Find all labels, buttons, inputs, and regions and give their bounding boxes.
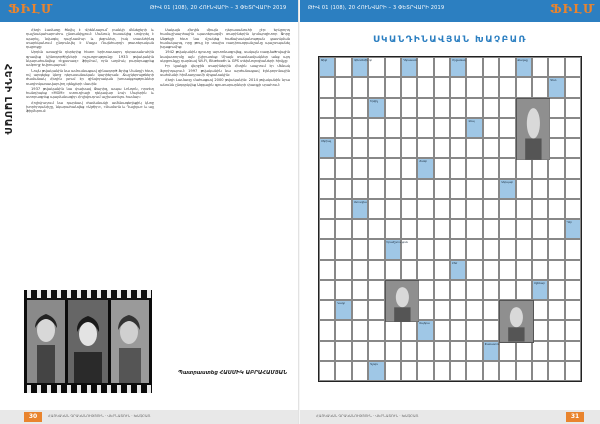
answer-cell[interactable] <box>368 138 384 158</box>
answer-cell[interactable] <box>548 300 564 320</box>
answer-cell[interactable] <box>483 179 499 199</box>
answer-cell[interactable] <box>368 300 384 320</box>
answer-cell[interactable] <box>352 361 368 381</box>
answer-cell[interactable] <box>319 199 335 219</box>
answer-cell[interactable] <box>548 158 564 178</box>
answer-cell[interactable] <box>499 77 515 97</box>
answer-cell[interactable] <box>466 98 482 118</box>
answer-cell[interactable] <box>565 320 581 340</box>
answer-cell[interactable] <box>548 138 564 158</box>
clue-cell: Կինոռեժիսոր <box>352 57 368 77</box>
photo-frame <box>27 300 65 383</box>
answer-cell[interactable] <box>466 138 482 158</box>
answer-cell[interactable] <box>319 98 335 118</box>
answer-cell[interactable] <box>368 77 384 97</box>
article-paragraph: Հեդի Լամառը մահացավ 2000 թվականին։ 2014 թվականին նրա անունն ընդգրկվեց Ազգային գյուտարարների փառքի սրահում։ <box>160 78 290 87</box>
answer-cell[interactable] <box>401 239 417 259</box>
answer-cell[interactable] <box>434 260 450 280</box>
answer-cell[interactable] <box>466 260 482 280</box>
answer-cell[interactable] <box>319 361 335 381</box>
answer-cell[interactable] <box>417 199 433 219</box>
answer-cell[interactable] <box>417 118 433 138</box>
magazine-logo: ՖԻԼՄ <box>550 2 596 16</box>
clue-cell: Կադր <box>335 300 351 320</box>
answer-cell[interactable] <box>483 280 499 300</box>
answer-cell[interactable] <box>417 57 433 77</box>
answer-cell[interactable] <box>499 260 515 280</box>
answer-cell[interactable] <box>548 260 564 280</box>
answer-cell[interactable] <box>417 280 433 300</box>
answer-cell[interactable] <box>532 57 548 77</box>
answer-cell[interactable] <box>385 158 401 178</box>
answer-cell[interactable] <box>565 118 581 138</box>
answer-cell[interactable] <box>434 199 450 219</box>
clue-cell: Սցենար <box>532 280 548 300</box>
answer-cell[interactable] <box>450 77 466 97</box>
filmstrip-photos <box>24 290 152 393</box>
clue-cell: Գետ <box>548 77 564 97</box>
portrait-photo-3 <box>111 300 149 383</box>
answer-cell[interactable] <box>565 98 581 118</box>
portrait-photo-1 <box>27 300 65 383</box>
answer-cell[interactable] <box>499 118 515 138</box>
answer-cell[interactable] <box>434 118 450 138</box>
answer-cell[interactable] <box>434 98 450 118</box>
answer-cell[interactable] <box>499 199 515 219</box>
answer-cell[interactable] <box>565 158 581 178</box>
article-paragraph: Իր կյանքի վերջին տարիներին Հեդին ապրում էր մենակ Ֆլորիդայում։ 1997 թվականին նա արժանացավ Էլեկտրոնային սահմանի հիմնադրամի մրցանակին։ <box>160 64 290 77</box>
answer-cell[interactable] <box>434 219 450 239</box>
answer-cell[interactable] <box>352 260 368 280</box>
answer-cell[interactable] <box>401 98 417 118</box>
answer-cell[interactable] <box>516 77 532 97</box>
answer-cell[interactable] <box>532 260 548 280</box>
answer-cell[interactable] <box>450 300 466 320</box>
answer-cell[interactable] <box>385 118 401 138</box>
answer-cell[interactable] <box>401 138 417 158</box>
answer-cell[interactable] <box>401 341 417 361</box>
clue-cell: Գլուխ <box>368 361 384 381</box>
answer-cell[interactable] <box>417 300 433 320</box>
answer-cell[interactable] <box>434 57 450 77</box>
answer-cell[interactable] <box>548 98 564 118</box>
answer-cell[interactable] <box>466 199 482 219</box>
answer-cell[interactable] <box>368 320 384 340</box>
answer-cell[interactable] <box>450 219 466 239</box>
answer-cell[interactable] <box>385 320 401 340</box>
answer-cell[interactable] <box>352 300 368 320</box>
answer-cell[interactable] <box>319 280 335 300</box>
answer-cell[interactable] <box>401 260 417 280</box>
answer-cell[interactable] <box>548 341 564 361</box>
answer-cell[interactable] <box>466 77 482 97</box>
answer-cell[interactable] <box>434 320 450 340</box>
answer-cell[interactable] <box>466 361 482 381</box>
answer-cell[interactable] <box>417 239 433 259</box>
answer-cell[interactable] <box>466 219 482 239</box>
answer-cell[interactable] <box>352 219 368 239</box>
answer-cell[interactable] <box>565 239 581 259</box>
answer-cell[interactable] <box>483 199 499 219</box>
answer-cell[interactable] <box>401 158 417 178</box>
clue-photo <box>516 98 551 161</box>
answer-cell[interactable] <box>466 320 482 340</box>
answer-cell[interactable] <box>352 179 368 199</box>
issue-info: ԹԻՎ 01 (108), 20 ՀՈՒՆՎԱՐԻ – 3 ՓԵՏՐՎԱՐԻ 2019 <box>308 5 445 11</box>
clue-cell: Մրցանակ <box>450 57 466 77</box>
answer-cell[interactable] <box>516 158 532 178</box>
answer-cell[interactable] <box>483 77 499 97</box>
answer-cell[interactable] <box>483 138 499 158</box>
article-paragraph: Արդեն առաջին դերերից հետո երիտասարդ դերասանուհին գրավեց կինոգործիչների ուշադրությունը։ 1933 թվականին նկարահանվեց «Էքստազ» ֆիլմում, որն աղմուկ բարձրացրեց ամբողջ Եվրոպայում։ <box>26 50 154 68</box>
answer-cell[interactable] <box>466 239 482 259</box>
crossword-title: ՍԿԱՆԴԻՆԱՎՅԱՆ ԽԱՉԲԱՌ <box>372 35 528 45</box>
answer-cell[interactable] <box>417 219 433 239</box>
answer-cell[interactable] <box>434 341 450 361</box>
answer-cell[interactable] <box>499 361 515 381</box>
answer-cell[interactable] <box>466 158 482 178</box>
answer-cell[interactable] <box>532 199 548 219</box>
answer-cell[interactable] <box>516 199 532 219</box>
answer-cell[interactable] <box>548 239 564 259</box>
answer-cell[interactable] <box>335 138 351 158</box>
answer-cell[interactable] <box>466 341 482 361</box>
article-title: ՀԵԴԻ ԼԱՄԱՌ <box>2 64 13 136</box>
answer-cell[interactable] <box>565 179 581 199</box>
spine <box>2 24 22 389</box>
answer-cell[interactable] <box>516 179 532 199</box>
clue-cell: Ֆիլմ <box>319 57 335 77</box>
page-number: 31 <box>566 412 584 422</box>
answer-cell[interactable] <box>385 77 401 97</box>
clue-photo <box>499 300 534 343</box>
answer-cell[interactable] <box>319 219 335 239</box>
footer-text: ՀԱՅԿԱԿԱՆ ԳՐԱԿԱՆՈՒԹՅՈՒՆ · ՎԵՐՆԱՏՈՒՆ · ԽԱՉԲԱՌ <box>48 414 151 418</box>
clue-cell: Դեր <box>565 219 581 239</box>
answer-cell[interactable] <box>352 158 368 178</box>
answer-cell[interactable] <box>532 300 548 320</box>
answer-cell[interactable] <box>434 361 450 381</box>
answer-cell[interactable] <box>319 118 335 138</box>
film-perforation <box>24 385 152 393</box>
answer-cell[interactable] <box>434 179 450 199</box>
article-column-left <box>26 28 154 286</box>
answer-cell[interactable] <box>565 280 581 300</box>
answer-cell[interactable] <box>401 179 417 199</box>
portrait-photo-2 <box>68 300 108 383</box>
article-paragraph: 1942 թվականին գյուտը արտոնագրվեց, սակայն ռազմածովային նավատորմը այն չկիրառեց։ Միայն տասնամյակներ անց այդ սկզբունքը դարձավ Wi-Fi, Bluetooth և GPS տեխնոլոգիաների հիմքը։ <box>160 50 290 64</box>
answer-cell[interactable] <box>401 118 417 138</box>
answer-cell[interactable] <box>483 158 499 178</box>
article-paragraph: 1937 թվականին նա փախավ Փարիզ, ապա Լոնդոն, որտեղ հանդիպեց «MGM» ստուդիայի ղեկավար Լուի Մայերին և ստորագրեց պայմանագիր Հոլիվուդում աշխատելու համար։ <box>26 86 154 100</box>
answer-cell[interactable] <box>516 260 532 280</box>
clue-cell: Օպերա <box>417 320 433 340</box>
answer-cell[interactable] <box>450 199 466 219</box>
answer-cell[interactable] <box>548 57 564 77</box>
clue-cell: Կերպար <box>499 179 515 199</box>
answer-cell[interactable] <box>401 320 417 340</box>
answer-cell[interactable] <box>417 361 433 381</box>
answer-cell[interactable] <box>335 260 351 280</box>
answer-cell[interactable] <box>352 98 368 118</box>
article-paragraph: Հոլիվուդում նա դարձավ ժամանակի ամենագեղեցիկ կնոջ խորհրդանիշը, նկարահանվեց «Ալժիր», «Սամսոն և Դալիլա» և այլ ֆիլմերում։ <box>26 100 154 114</box>
answer-cell[interactable] <box>368 280 384 300</box>
answer-cell[interactable] <box>450 341 466 361</box>
photo-frame <box>111 300 149 383</box>
answer-cell[interactable] <box>483 98 499 118</box>
answer-cell[interactable] <box>352 77 368 97</box>
answer-cell[interactable] <box>532 158 548 178</box>
clue-photo <box>385 280 420 323</box>
clue-cell: Սերիալ <box>319 138 335 158</box>
answer-cell[interactable] <box>450 118 466 138</box>
answer-cell[interactable] <box>532 341 548 361</box>
answer-cell[interactable] <box>548 118 564 138</box>
answer-cell[interactable] <box>434 280 450 300</box>
answer-cell[interactable] <box>499 138 515 158</box>
issue-info: ԹԻՎ 01 (108), 20 ՀՈՒՆՎԱՐԻ – 3 ՓԵՏՐՎԱՐԻ 2019 <box>150 5 287 11</box>
answer-cell[interactable] <box>516 239 532 259</box>
answer-cell[interactable] <box>450 98 466 118</box>
answer-cell[interactable] <box>319 239 335 259</box>
answer-cell[interactable] <box>565 300 581 320</box>
answer-cell[interactable] <box>352 239 368 259</box>
answer-cell[interactable] <box>335 77 351 97</box>
answer-cell[interactable] <box>450 179 466 199</box>
answer-cell[interactable] <box>385 138 401 158</box>
answer-cell[interactable] <box>565 138 581 158</box>
answer-cell[interactable] <box>368 158 384 178</box>
answer-cell[interactable] <box>352 138 368 158</box>
answer-cell[interactable] <box>483 57 499 77</box>
answer-cell[interactable] <box>385 98 401 118</box>
answer-cell[interactable] <box>319 260 335 280</box>
answer-cell[interactable] <box>385 219 401 239</box>
answer-cell[interactable] <box>434 77 450 97</box>
answer-cell[interactable] <box>516 361 532 381</box>
answer-cell[interactable] <box>368 239 384 259</box>
magazine-logo: ՖԻԼՄ <box>8 2 54 16</box>
article-paragraph: Նույն թվականին նա ամուսնացավ զինագործ Ֆրից Մանդլի հետ, ով արգելեց կնոջ դերասանական կարիերան։ Ճաշկերույթների ժամանակ Հեդին լսում էր զինվորական խոսակցություններ ռադիոկառավարվող զենքերի մասին։ <box>26 68 154 86</box>
answer-cell[interactable] <box>450 239 466 259</box>
answer-cell[interactable] <box>548 219 564 239</box>
answer-cell[interactable] <box>417 341 433 361</box>
answer-cell[interactable] <box>385 341 401 361</box>
answer-cell[interactable] <box>368 118 384 138</box>
answer-cell[interactable] <box>417 77 433 97</box>
answer-cell[interactable] <box>335 158 351 178</box>
answer-cell[interactable] <box>401 199 417 219</box>
answer-cell[interactable] <box>516 280 532 300</box>
answer-cell[interactable] <box>565 260 581 280</box>
answer-cell[interactable] <box>368 341 384 361</box>
answer-cell[interactable] <box>483 260 499 280</box>
answer-cell[interactable] <box>368 57 384 77</box>
answer-cell[interactable] <box>335 199 351 219</box>
answer-cell[interactable] <box>532 361 548 381</box>
clue-cell: Դերասան <box>401 57 417 77</box>
answer-cell[interactable] <box>434 239 450 259</box>
answer-cell[interactable] <box>450 320 466 340</box>
answer-cell[interactable] <box>434 300 450 320</box>
answer-cell[interactable] <box>565 199 581 219</box>
answer-cell[interactable] <box>532 219 548 239</box>
answer-cell[interactable] <box>483 320 499 340</box>
answer-cell[interactable] <box>532 77 548 97</box>
clue-cell: Ստուդիա <box>352 199 368 219</box>
answer-cell[interactable] <box>548 320 564 340</box>
article-paragraph: Սակայն Հեդին միայն դերասանուհի չէր։ Երկրորդ համաշխարհային պատերազմի տարիներին կոմպոզիտոր Ջորջ Անթեյլի հետ նա մշակեց հաճախականության ցատկման համակարգ, որը թույլ էր տալիս ռադիոազդանշանը պաշտպանել խլացումից։ <box>160 28 290 50</box>
answer-cell[interactable] <box>466 57 482 77</box>
answer-cell[interactable] <box>417 138 433 158</box>
author-credit: Պատրաստեց ՀԱՍՄԻԿ ԱԲՐԱՀԱՄՅԱՆ <box>178 370 288 376</box>
answer-cell[interactable] <box>466 179 482 199</box>
answer-cell[interactable] <box>548 199 564 219</box>
answer-cell[interactable] <box>450 138 466 158</box>
answer-cell[interactable] <box>352 320 368 340</box>
film-perforation <box>24 290 152 298</box>
answer-cell[interactable] <box>565 57 581 77</box>
answer-cell[interactable] <box>319 77 335 97</box>
answer-cell[interactable] <box>335 341 351 361</box>
answer-cell[interactable] <box>548 361 564 381</box>
answer-cell[interactable] <box>499 239 515 259</box>
answer-cell[interactable] <box>335 361 351 381</box>
answer-cell[interactable] <box>368 179 384 199</box>
clue-cell: Ժանր <box>417 158 433 178</box>
answer-cell[interactable] <box>319 320 335 340</box>
answer-cell[interactable] <box>565 341 581 361</box>
right-page <box>300 0 600 424</box>
answer-cell[interactable] <box>532 239 548 259</box>
answer-cell[interactable] <box>483 118 499 138</box>
crossword-grid <box>318 56 582 382</box>
answer-cell[interactable] <box>385 361 401 381</box>
clue-cell: Փառատոն <box>483 341 499 361</box>
answer-cell[interactable] <box>417 260 433 280</box>
photo-frame <box>68 300 108 383</box>
answer-cell[interactable] <box>434 158 450 178</box>
clue-cell: Բեմ <box>450 260 466 280</box>
answer-cell[interactable] <box>335 118 351 138</box>
answer-cell[interactable] <box>319 300 335 320</box>
answer-cell[interactable] <box>385 260 401 280</box>
footer <box>300 410 600 424</box>
answer-cell[interactable] <box>450 361 466 381</box>
article-paragraph: Հեդի Լամառը ծնվել է Վիեննայում՝ բանկի մենեջերի և դաշնակահարուհու ընտանիքում։ Մանուկ հասակից սովորել է պարել, նվագել դաշնամուր և լեզուներ, իսկ տասնհինգ տարեկանում ընդունվել է Մաքս Ռայնհարդի թատերական դպրոցը։ <box>26 28 154 50</box>
answer-cell[interactable] <box>417 98 433 118</box>
answer-cell[interactable] <box>401 361 417 381</box>
answer-cell[interactable] <box>466 280 482 300</box>
answer-cell[interactable] <box>319 179 335 199</box>
footer <box>0 410 300 424</box>
article-column-right <box>160 28 290 364</box>
answer-cell[interactable] <box>335 280 351 300</box>
clue-cell: Քաղաք <box>516 57 532 77</box>
answer-cell[interactable] <box>483 239 499 259</box>
clue-cell: Երաժշտություն <box>385 239 401 259</box>
answer-cell[interactable] <box>532 179 548 199</box>
answer-cell[interactable] <box>532 320 548 340</box>
answer-cell[interactable] <box>466 300 482 320</box>
answer-cell[interactable] <box>352 118 368 138</box>
answer-cell[interactable] <box>499 158 515 178</box>
answer-cell[interactable] <box>335 179 351 199</box>
answer-cell[interactable] <box>548 280 564 300</box>
answer-cell[interactable] <box>548 179 564 199</box>
answer-cell[interactable] <box>335 320 351 340</box>
answer-cell[interactable] <box>352 341 368 361</box>
footer-text: ՀԱՅԿԱԿԱՆ ԳՐԱԿԱՆՈՒԹՅՈՒՆ · ՎԵՐՆԱՏՈՒՆ · ԽԱՉԲԱՌ <box>316 414 419 418</box>
answer-cell[interactable] <box>335 98 351 118</box>
answer-cell[interactable] <box>483 219 499 239</box>
answer-cell[interactable] <box>565 77 581 97</box>
answer-cell[interactable] <box>319 158 335 178</box>
answer-cell[interactable] <box>417 179 433 199</box>
clue-cell: Երգիչ <box>368 98 384 118</box>
answer-cell[interactable] <box>450 158 466 178</box>
answer-cell[interactable] <box>335 219 351 239</box>
answer-cell[interactable] <box>499 219 515 239</box>
answer-cell[interactable] <box>450 280 466 300</box>
answer-cell[interactable] <box>319 341 335 361</box>
clue-cell: Վեպ <box>466 118 482 138</box>
answer-cell[interactable] <box>368 219 384 239</box>
answer-cell[interactable] <box>483 300 499 320</box>
answer-cell[interactable] <box>385 199 401 219</box>
answer-cell[interactable] <box>499 98 515 118</box>
answer-cell[interactable] <box>368 199 384 219</box>
answer-cell[interactable] <box>516 219 532 239</box>
answer-cell[interactable] <box>499 280 515 300</box>
answer-cell[interactable] <box>565 361 581 381</box>
page-number: 30 <box>24 412 42 422</box>
answer-cell[interactable] <box>401 77 417 97</box>
answer-cell[interactable] <box>401 219 417 239</box>
answer-cell[interactable] <box>483 361 499 381</box>
answer-cell[interactable] <box>434 138 450 158</box>
answer-cell[interactable] <box>385 57 401 77</box>
answer-cell[interactable] <box>368 260 384 280</box>
answer-cell[interactable] <box>385 179 401 199</box>
answer-cell[interactable] <box>499 57 515 77</box>
answer-cell[interactable] <box>335 57 351 77</box>
answer-cell[interactable] <box>335 239 351 259</box>
answer-cell[interactable] <box>352 280 368 300</box>
